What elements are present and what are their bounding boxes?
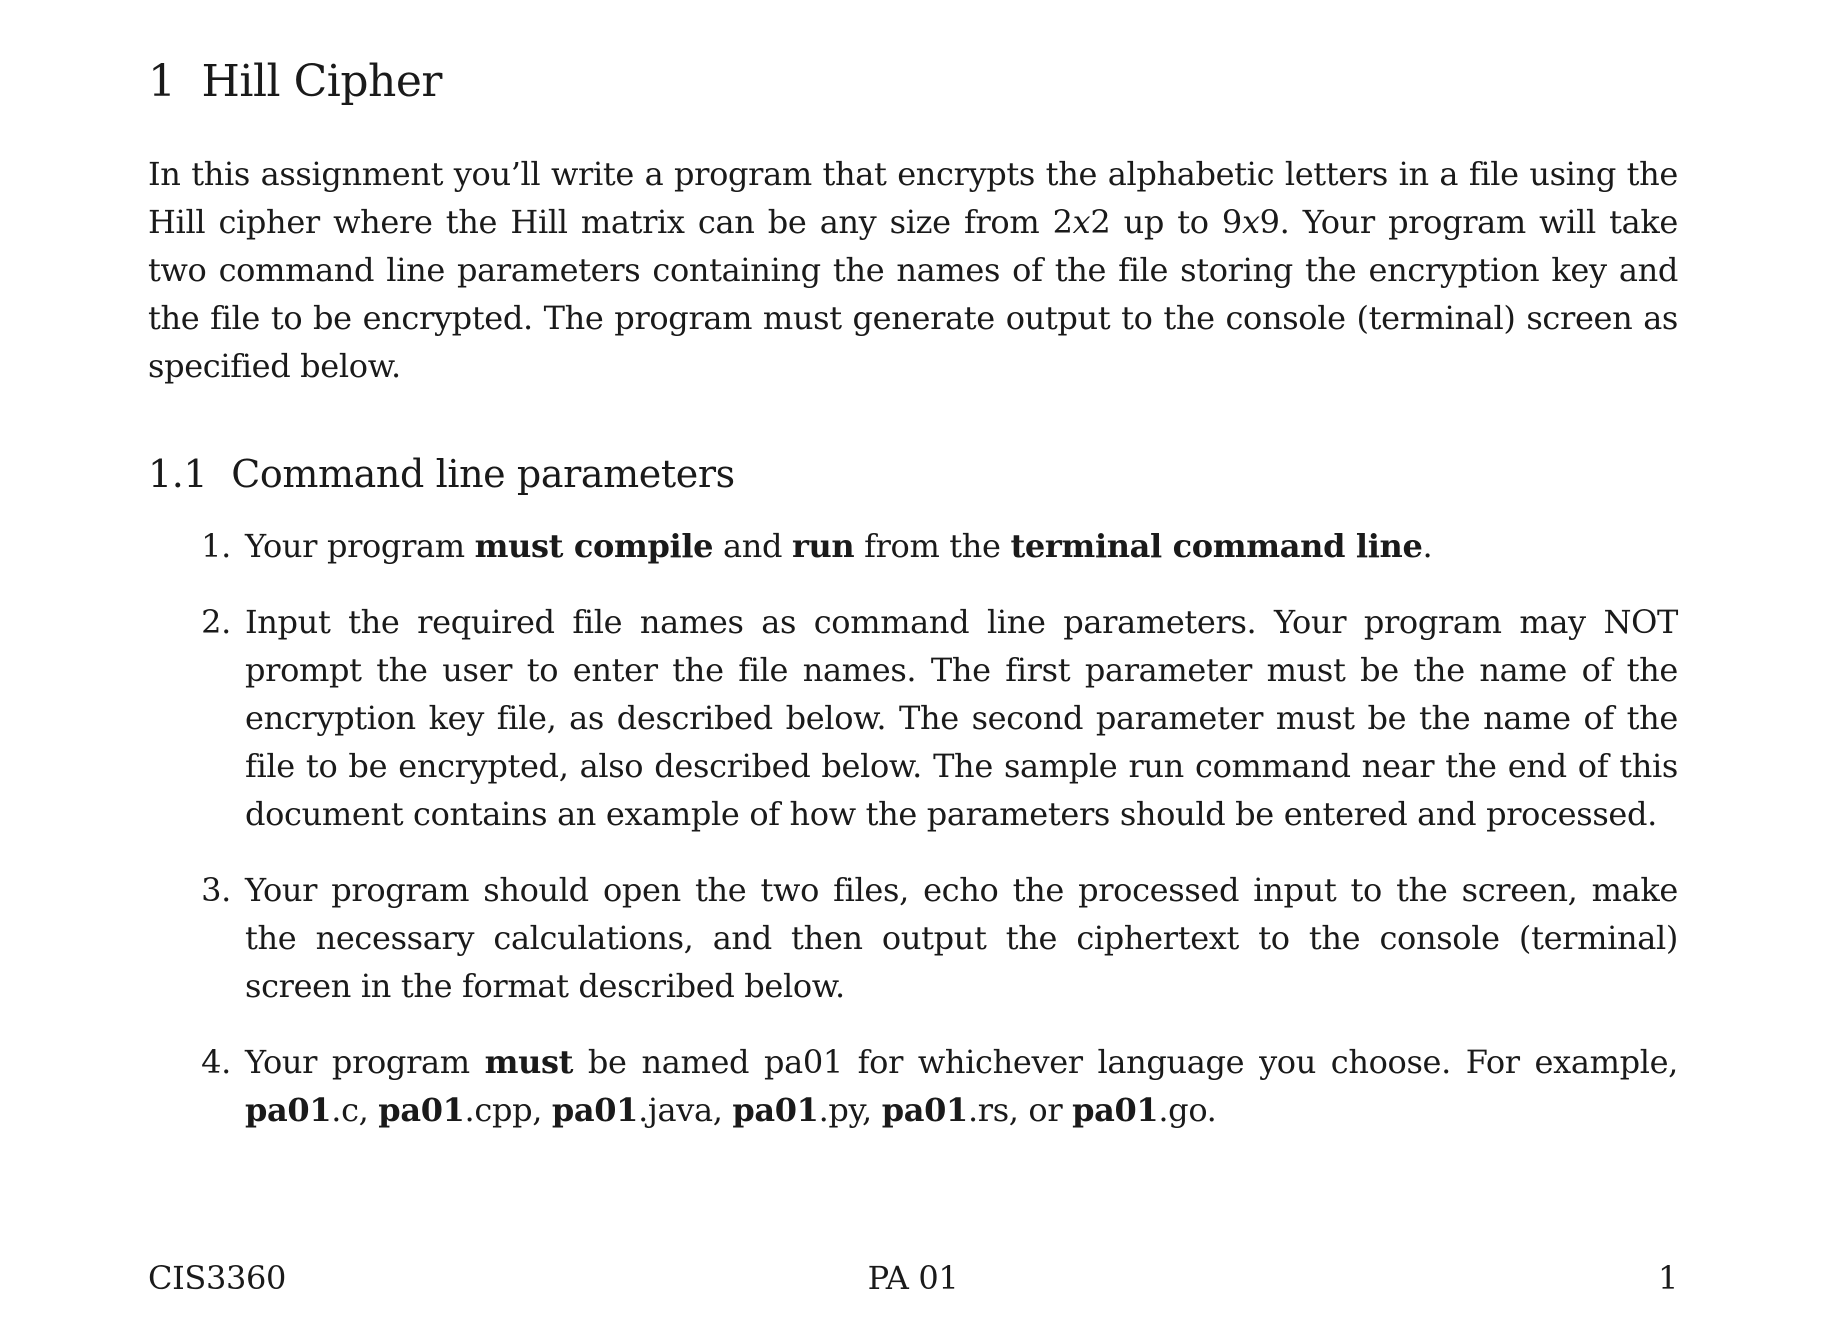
list-item bbox=[148, 1038, 1678, 1134]
intro-text-3: 9. Your program will take two command line parameters containing the names of the file storing the encryption key and the file to be encrypted. The program must generate output to the console (terminal) screen as specified below. bbox=[148, 203, 1678, 385]
subsection-heading bbox=[148, 448, 735, 500]
list-item bbox=[148, 522, 1678, 570]
list-item-number: 3. bbox=[201, 871, 231, 909]
bold-text: pa01 bbox=[551, 1091, 639, 1129]
list-item-text bbox=[245, 522, 1678, 570]
text-run: Your program bbox=[245, 527, 475, 565]
intro-text-2: 2 up to bbox=[1090, 203, 1222, 241]
list-item-text bbox=[245, 1038, 1678, 1134]
list-item-text bbox=[245, 598, 1678, 838]
section-number: 1 bbox=[148, 56, 176, 107]
text-run: Your program bbox=[245, 1043, 485, 1081]
bold-text: must bbox=[484, 1043, 574, 1081]
section-title: Hill Cipher bbox=[201, 56, 442, 107]
bold-text: pa01 bbox=[881, 1091, 968, 1129]
intro-size-min-rows: 2 bbox=[1052, 203, 1073, 241]
list-item bbox=[148, 866, 1678, 1010]
intro-paragraph bbox=[148, 150, 1678, 390]
intro-size-max-rows: 9 bbox=[1221, 203, 1242, 241]
intro-text-1: In this assignment you’ll write a program that encrypts the alphabetic letters in a file using the Hill cipher where the Hill matrix can be any size from bbox=[148, 155, 1678, 241]
bold-text: pa01 bbox=[245, 1091, 332, 1129]
text-run: .c, bbox=[331, 1091, 379, 1129]
bold-text: pa01 bbox=[378, 1091, 465, 1129]
section-heading bbox=[148, 52, 442, 112]
bold-text: pa01 bbox=[1072, 1091, 1159, 1129]
list-item-number: 1. bbox=[201, 527, 231, 565]
text-run: .rs, or bbox=[967, 1091, 1073, 1129]
footer-page-number: 1 bbox=[1657, 1259, 1678, 1297]
text-run: .py, bbox=[818, 1091, 882, 1129]
requirements-list bbox=[148, 522, 1678, 1162]
list-item-number: 2. bbox=[201, 603, 231, 641]
document-page bbox=[148, 0, 1678, 1343]
subsection-title: Command line parameters bbox=[231, 452, 735, 496]
text-run: Input the required file names as command line parameters. Your program may NOT prompt the user to enter the file names. The first parameter must be the name of the encryption key file, as described below. The second parameter must be the name of the file to be encrypted, also described below. The sample run command near the end of this document contains an example of how the parameters should be entered and processed. bbox=[245, 603, 1678, 833]
text-run: and bbox=[713, 527, 792, 565]
text-run: Your program should open the two files, echo the processed input to the screen, make the necessary calculations, and then output the ciphertext to the console (terminal) screen in the format described below. bbox=[245, 871, 1678, 1005]
text-run: be named pa01 for whichever language you choose. For example, bbox=[573, 1043, 1678, 1081]
footer-course: CIS3360 bbox=[148, 1259, 287, 1297]
text-run: from the bbox=[854, 527, 1011, 565]
subsection-number: 1.1 bbox=[148, 452, 208, 496]
footer-assignment: PA 01 bbox=[867, 1259, 959, 1297]
text-run: .go. bbox=[1158, 1091, 1217, 1129]
intro-size-min-x: x bbox=[1072, 203, 1091, 241]
list-item-text bbox=[245, 866, 1678, 1010]
bold-text: pa01 bbox=[732, 1091, 819, 1129]
list-item bbox=[148, 598, 1678, 838]
list-item-number: 4. bbox=[201, 1043, 231, 1081]
text-run: .cpp, bbox=[464, 1091, 552, 1129]
intro-size-max-x: x bbox=[1241, 203, 1260, 241]
text-run: . bbox=[1422, 527, 1433, 565]
bold-text: must compile bbox=[474, 527, 714, 565]
text-run: .java, bbox=[638, 1091, 733, 1129]
bold-text: terminal command line bbox=[1010, 527, 1423, 565]
bold-text: run bbox=[791, 527, 855, 565]
